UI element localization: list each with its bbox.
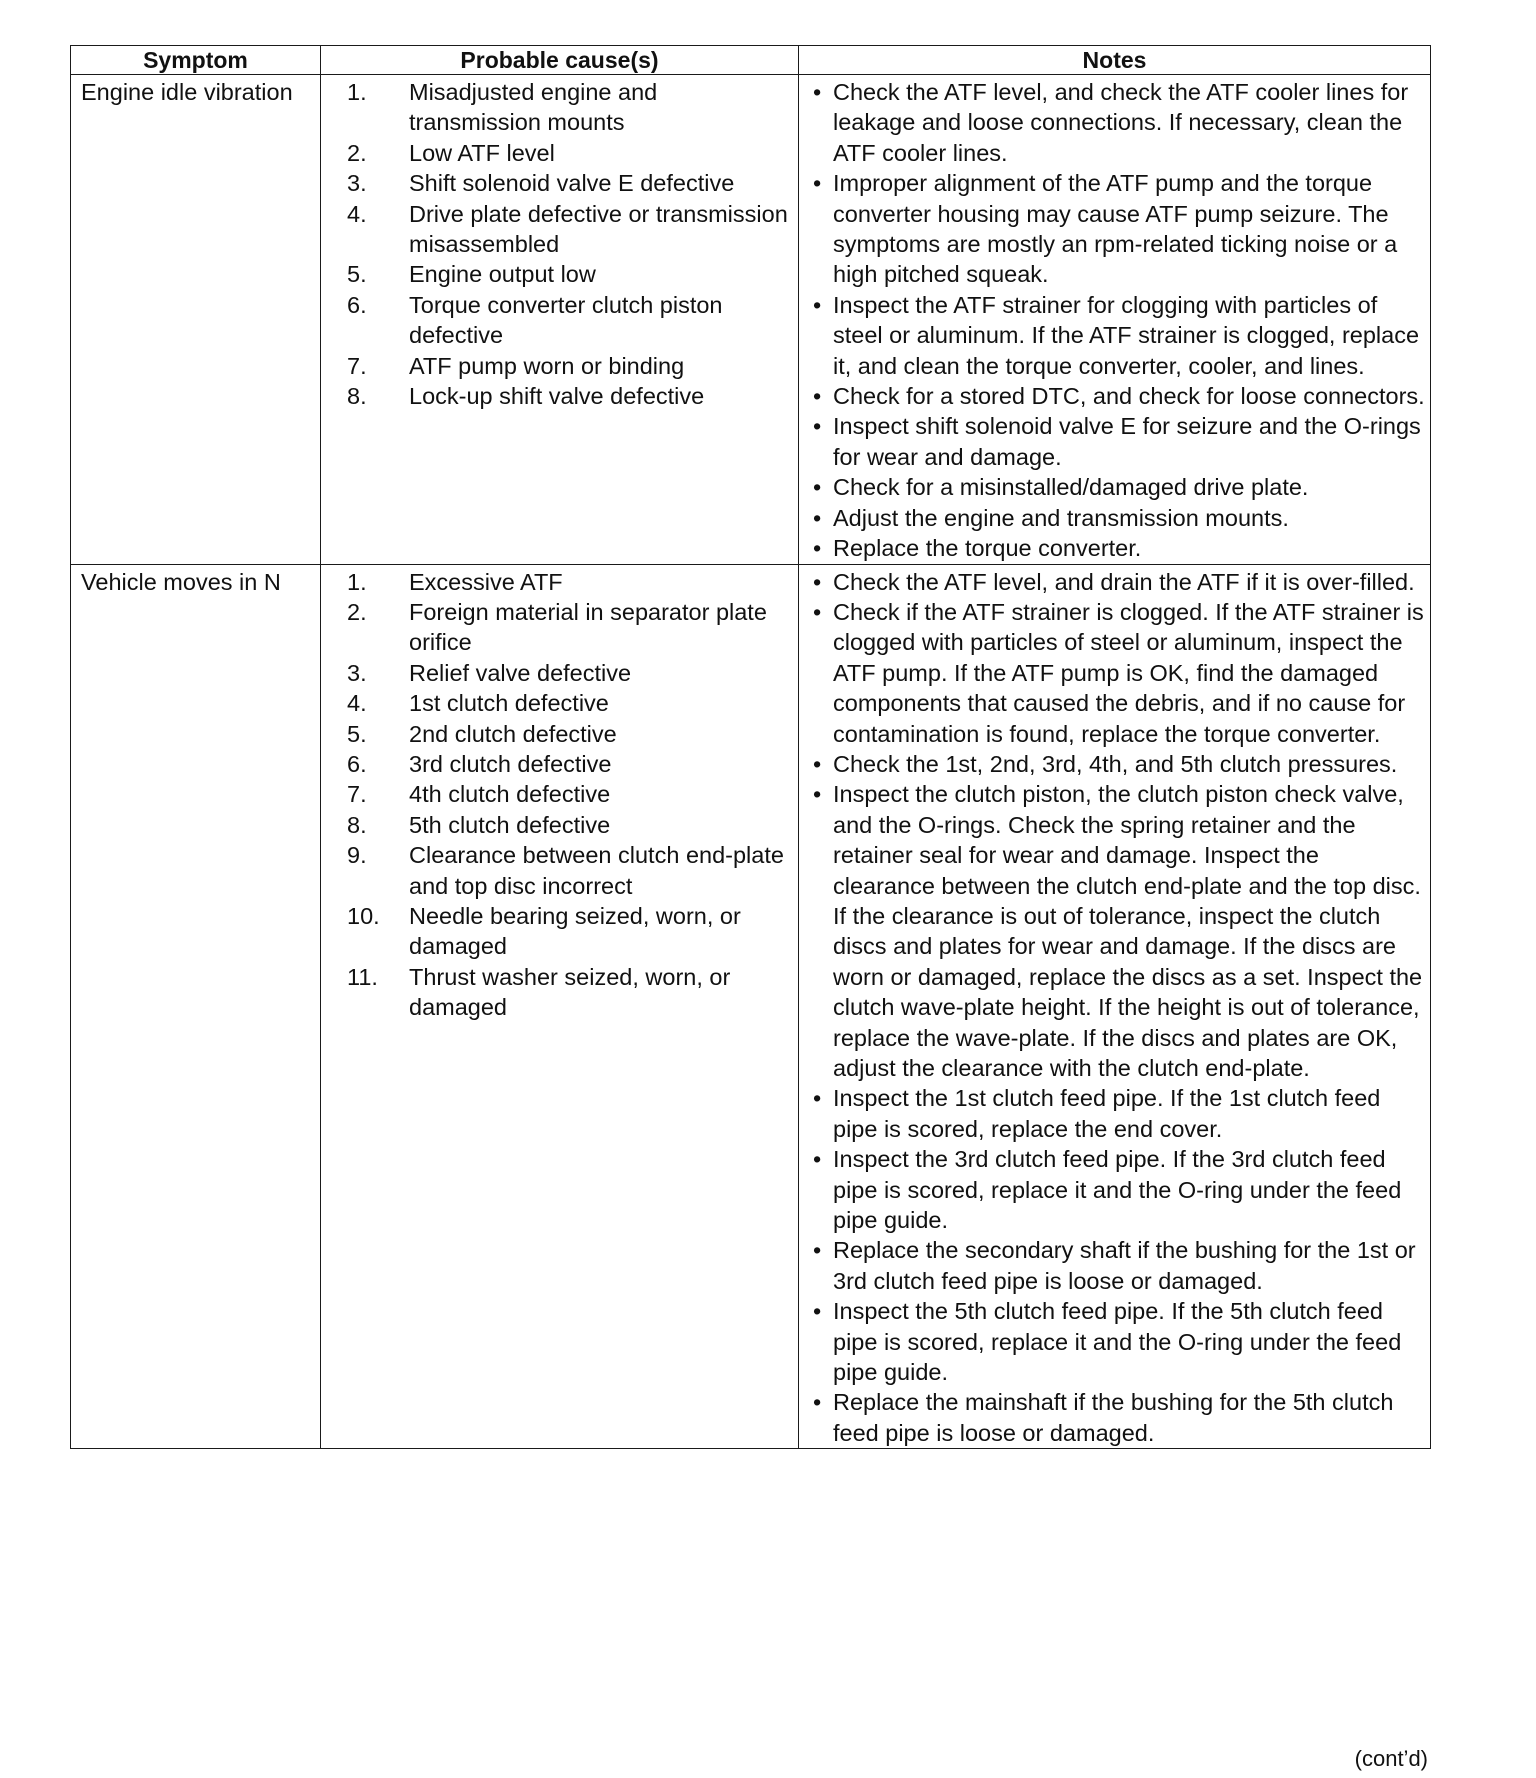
bullet-icon: • — [813, 1298, 822, 1325]
note-item — [809, 533, 1426, 563]
cause-number: 10. — [347, 902, 380, 929]
cause-text: Relief valve defective — [409, 659, 632, 686]
note-text: Replace the mainshaft if the bushing for the 5th clutch feed pipe is loose or damaged. — [833, 1389, 1394, 1446]
cause-item — [347, 567, 794, 597]
note-item — [809, 168, 1426, 290]
note-text: Improper alignment of the ATF pump and the torque converter housing may cause ATF pump seizure. The symptoms are mostly an rpm-related ticking noise or a high pitched squeak. — [833, 170, 1398, 288]
continued-label: (cont’d) — [1354, 1746, 1428, 1771]
bullet-icon: • — [813, 413, 822, 440]
bullet-icon: • — [813, 598, 822, 625]
cause-item — [347, 901, 794, 962]
cause-item — [347, 840, 794, 901]
cause-item — [347, 719, 794, 749]
cause-text: Foreign material in separator plate orifice — [409, 598, 767, 656]
cause-number: 5. — [347, 720, 367, 747]
cause-item — [347, 168, 794, 198]
cause-item — [347, 779, 794, 809]
cause-number: 3. — [347, 659, 367, 686]
table-row — [71, 564, 1431, 1449]
cause-text: Lock-up shift valve defective — [409, 383, 705, 410]
note-item — [809, 503, 1426, 533]
bullet-icon: • — [813, 1146, 822, 1173]
bullet-icon: • — [813, 568, 822, 595]
note-text: Inspect shift solenoid valve E for seizure and the O-rings for wear and damage. — [833, 413, 1421, 470]
symptom-cell: Engine idle vibration — [71, 75, 321, 565]
note-text: Check for a stored DTC, and check for loose connectors. — [833, 383, 1425, 410]
bullet-icon: • — [813, 1237, 822, 1264]
cause-item — [347, 381, 794, 411]
note-item — [809, 472, 1426, 502]
bullet-icon: • — [813, 750, 822, 777]
cause-text: Needle bearing seized, worn, or damaged — [409, 902, 741, 960]
note-item — [809, 1235, 1426, 1296]
note-text: Inspect the 5th clutch feed pipe. If the 5th clutch feed pipe is scored, replace it and the O-ring under the feed pipe guide. — [833, 1298, 1402, 1386]
note-text: Inspect the 3rd clutch feed pipe. If the 3rd clutch feed pipe is scored, replace it and the O-ring under the feed pipe guide. — [833, 1146, 1402, 1234]
bullet-icon: • — [813, 383, 822, 410]
cause-text: Shift solenoid valve E defective — [409, 170, 735, 197]
cause-item — [347, 138, 794, 168]
note-text: Check the ATF level, and drain the ATF if it is over-filled. — [833, 568, 1415, 595]
note-item — [809, 597, 1426, 749]
note-item — [809, 1083, 1426, 1144]
cause-number: 9. — [347, 842, 367, 869]
cause-item — [347, 199, 794, 260]
cause-number: 7. — [347, 352, 367, 379]
note-text: Adjust the engine and transmission mounts. — [833, 504, 1289, 531]
note-item — [809, 411, 1426, 472]
note-item — [809, 567, 1426, 597]
cause-text: 4th clutch defective — [409, 781, 611, 808]
cause-text: Thrust washer seized, worn, or damaged — [409, 963, 731, 1021]
header-symptom: Symptom — [71, 46, 321, 75]
table-header-row — [71, 46, 1431, 75]
cause-item — [347, 749, 794, 779]
notes-cell — [799, 564, 1431, 1449]
bullet-icon: • — [813, 535, 822, 562]
bullet-icon: • — [813, 170, 822, 197]
bullet-icon: • — [813, 1085, 822, 1112]
cause-text: Torque converter clutch piston defective — [409, 291, 723, 349]
table-row — [71, 75, 1431, 565]
note-item — [809, 779, 1426, 1083]
cause-item — [347, 290, 794, 351]
bullet-icon: • — [813, 291, 822, 318]
note-list — [809, 77, 1426, 564]
note-item — [809, 1387, 1426, 1448]
cause-text: 5th clutch defective — [409, 811, 611, 838]
cause-item — [347, 351, 794, 381]
cause-number: 1. — [347, 568, 367, 595]
cause-item — [347, 259, 794, 289]
cause-text: 1st clutch defective — [409, 690, 609, 717]
cause-item — [347, 658, 794, 688]
note-item — [809, 749, 1426, 779]
note-item — [809, 381, 1426, 411]
note-text: Inspect the ATF strainer for clogging with particles of steel or aluminum. If the ATF strainer is clogged, replace it, and clean the torque converter, cooler, and lines. — [833, 291, 1420, 379]
cause-number: 2. — [347, 598, 367, 625]
note-item — [809, 290, 1426, 381]
note-text: Check the ATF level, and check the ATF cooler lines for leakage and loose connections. If necessary, clean the ATF cooler lines. — [833, 79, 1409, 166]
note-text: Check if the ATF strainer is clogged. If the ATF strainer is clogged with particles of steel or aluminum, inspect the ATF pump. If the ATF pump is OK, find the damaged components that caused the debris, and if no cause for contamination is found, replace the torque converter. — [833, 598, 1424, 747]
causes-cell — [321, 75, 799, 565]
cause-text: Clearance between clutch end-plate and top disc incorrect — [409, 842, 784, 899]
cause-text: Low ATF level — [409, 139, 555, 166]
note-text: Check for a misinstalled/damaged drive plate. — [833, 474, 1309, 501]
cause-text: 2nd clutch defective — [409, 720, 617, 747]
cause-number: 11. — [347, 963, 378, 990]
cause-number: 8. — [347, 811, 367, 838]
notes-cell — [799, 75, 1431, 565]
cause-number: 6. — [347, 291, 367, 318]
bullet-icon: • — [813, 504, 822, 531]
bullet-icon: • — [813, 79, 822, 105]
cause-text: 3rd clutch defective — [409, 750, 612, 777]
cause-text: Excessive ATF — [409, 568, 563, 595]
cause-list — [347, 77, 794, 411]
bullet-icon: • — [813, 474, 822, 501]
cause-number: 8. — [347, 383, 367, 410]
cause-item — [347, 810, 794, 840]
note-item — [809, 1144, 1426, 1235]
note-text: Inspect the clutch piston, the clutch piston check valve, and the O-rings. Check the spring retainer and the retainer seal for wear and damage. Inspect the clearance between the clutch end-plate and the top disc. If the clearance is out of tolerance, inspect the clutch discs and plates for wear and damage. If the discs are worn or damaged, replace the discs as a set. Inspect the clutch wave-plate height. If the height is out of tolerance, replace the wave-plate. If the discs and plates are OK, adjust the clearance with the clutch end-plate. — [833, 781, 1423, 1081]
troubleshooting-table — [70, 45, 1431, 1449]
note-item — [809, 1296, 1426, 1387]
cause-number: 5. — [347, 261, 367, 288]
header-probable-causes: Probable cause(s) — [321, 46, 799, 75]
cause-item — [347, 597, 794, 658]
cause-list — [347, 567, 794, 1023]
cause-number: 6. — [347, 750, 367, 777]
cause-text: ATF pump worn or binding — [409, 352, 685, 379]
bullet-icon: • — [813, 781, 822, 808]
note-text: Replace the secondary shaft if the bushing for the 1st or 3rd clutch feed pipe is loose or damaged. — [833, 1237, 1416, 1294]
cause-text: Drive plate defective or transmission misassembled — [409, 200, 788, 258]
note-text: Replace the torque converter. — [833, 535, 1142, 562]
note-item — [809, 77, 1426, 168]
cause-number: 7. — [347, 781, 367, 808]
symptom-cell: Vehicle moves in N — [71, 564, 321, 1449]
note-text: Inspect the 1st clutch feed pipe. If the 1st clutch feed pipe is scored, replace the end cover. — [833, 1085, 1381, 1142]
cause-item — [347, 77, 794, 138]
cause-text: Misadjusted engine and transmission mounts — [409, 79, 658, 136]
cause-number: 1. — [347, 79, 367, 105]
cause-number: 3. — [347, 170, 367, 197]
cause-number: 4. — [347, 200, 367, 227]
header-notes: Notes — [799, 46, 1431, 75]
bullet-icon: • — [813, 1389, 822, 1416]
note-list — [809, 567, 1426, 1449]
cause-text: Engine output low — [409, 261, 596, 288]
note-text: Check the 1st, 2nd, 3rd, 4th, and 5th clutch pressures. — [833, 750, 1398, 777]
causes-cell — [321, 564, 799, 1449]
cause-number: 4. — [347, 690, 367, 717]
cause-item — [347, 962, 794, 1023]
cause-item — [347, 688, 794, 718]
cause-number: 2. — [347, 139, 367, 166]
